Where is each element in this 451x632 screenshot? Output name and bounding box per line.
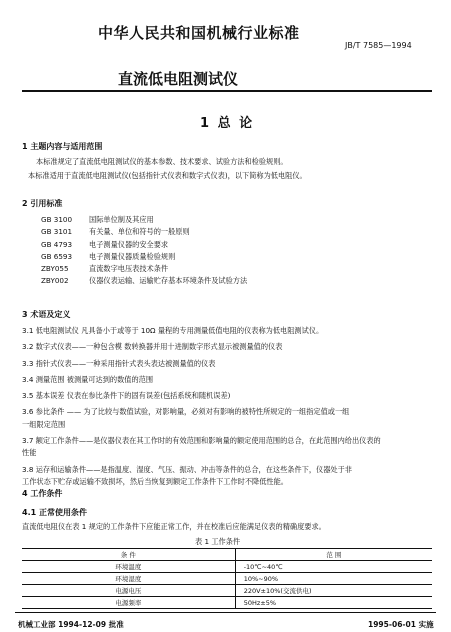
definition-line: 3.7 额定工作条件——是仪器仪表在其工作时的有效范围和影响量的额定使用范围的总合，在此范围内给出仪表的 [22,436,381,446]
definition-line: 3.2 数字式仪表——一种包含模 数转换器并用十进制数字形式显示被测量值的仪表 [22,342,283,352]
table-header-cell: 条 件 [22,549,235,561]
standard-org-title: 中华人民共和国机械行业标准 [98,24,300,42]
definition-line: 一组限定范围 [22,419,66,429]
definition-line: 3.1 低电阻测试仪 凡具备小于或等于 10Ω 量程的专用测量低值电阻的仪表称为低电阻测试仪。 [22,326,324,335]
table-caption: 表 1 工作条件 [195,537,241,546]
table-row [22,585,432,597]
table-cell: -10℃~40℃ [235,561,432,573]
table-cell: 50Hz±5% [235,597,432,609]
table-cell: 环境湿度 [22,573,235,585]
definition-line: 性能 [22,448,37,458]
definition-line: 3.4 测量范围 被测量可达到的数值的范围 [22,374,154,384]
table-cell: 电源频率 [22,597,235,609]
header-rule [22,90,432,92]
footer-rule [15,612,436,613]
reference-item: ZBY002 仪器仪表运输、运输贮存基本环境条件及试验方法 [41,276,248,286]
section-3-heading: 3 术语及定义 [22,310,71,319]
implementation-date: 1995-06-01 实施 [368,620,434,629]
working-conditions-table [22,548,432,609]
table-header-cell: 范 围 [235,549,432,561]
definition-line: 3.8 运存和运输条件——是指温度、湿度、气压、振动、冲击等条件的总合，在这些条件下，仪器处于非 [22,464,352,474]
table-row [22,573,432,585]
section-title: 1 总 论 [200,116,255,131]
section-2-heading: 2 引用标准 [22,199,63,208]
approval-date: 机械工业部 1994-12-09 批准 [18,620,124,629]
section-4-heading: 4 工作条件 [22,489,63,498]
table-header-row [22,549,432,561]
reference-item: GB 4793 电子测量仪器的安全要求 [41,239,169,249]
definitions-list [22,325,381,488]
table-cell: 环境温度 [22,561,235,573]
definition-line: 3.6 参比条件 —— 为了比较与数值试验，对影响量，必须对有影响的被特性所规定的一组指定值或一组 [22,407,350,417]
section-1-paragraph-1: 本标准规定了直流低电阻测试仪的基本参数、技术要求、试验方法和检验规则。 [36,157,288,166]
table-cell: 10%~90% [235,573,432,585]
section-4-paragraph: 直流低电阻仪在表 1 规定的工作条件下应能正常工作，并在校准后应能满足仪表的精确度要求。 [22,522,326,531]
table-row [22,597,432,609]
definition-line: 3.3 指针式仪表——一种采用指针式表头表达被测量值的仪表 [22,358,216,368]
section-1-heading: 1 主题内容与适用范围 [22,142,103,151]
reference-list [41,214,247,288]
section-4-1-heading: 4.1 正常使用条件 [22,508,87,517]
reference-item: GB 3101 有关量、单位和符号的一般原则 [41,227,190,237]
definition-line: 工作状态下贮存或运输不致损坏，然后当恢复到额定工作条件下工作时不降低性能。 [22,476,288,486]
table-cell: 220V±10%(交流供电) [235,585,432,597]
table-row [22,561,432,573]
standard-number: JB/T 7585—1994 [345,41,412,50]
section-1-paragraph-2: 本标准适用于直流低电阻测试仪(包括指针式仪表和数字式仪表)，以下简称为低电阻仪。 [28,171,307,180]
table-cell: 电源电压 [22,585,235,597]
reference-item: GB 6593 电子测量仪器质量检验规则 [41,251,176,261]
reference-item: GB 3100 国际单位制及其应用 [41,215,154,224]
document-title: 直流低电阻测试仪 [118,70,239,88]
reference-item: ZBY055 直流数字电压表技术条件 [41,264,169,274]
definition-line: 3.5 基本误差 仪表在参比条件下的固有误差(包括系统和随机误差) [22,391,231,401]
